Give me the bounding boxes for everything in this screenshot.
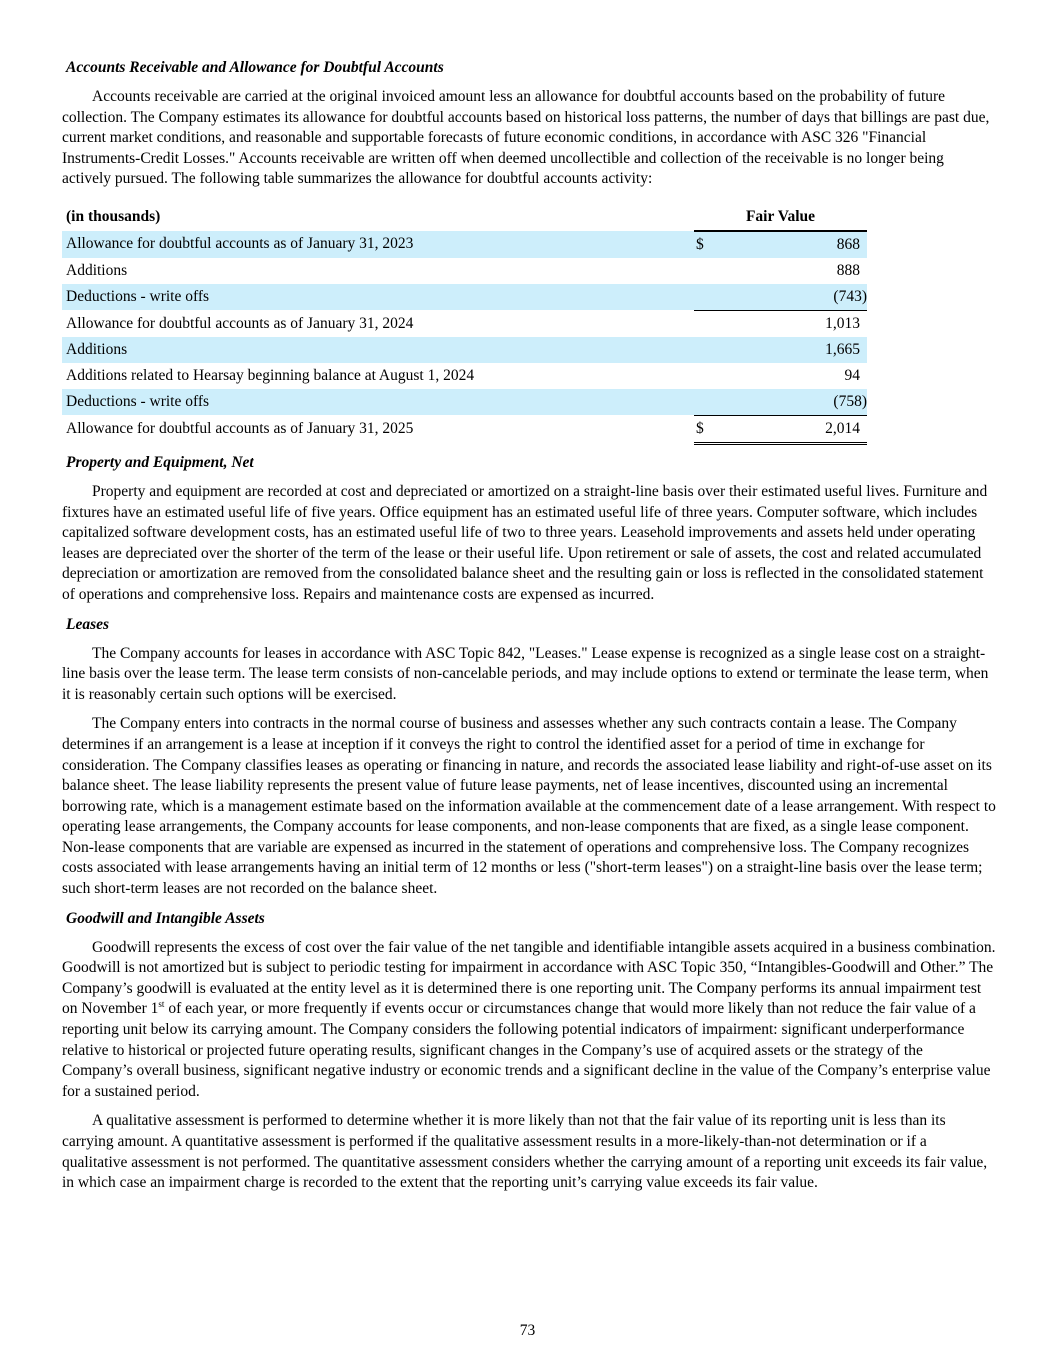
row-label: Additions	[62, 337, 644, 363]
row-currency	[694, 310, 710, 337]
ordinal-superscript: st	[158, 999, 165, 1010]
row-value: 2,014	[710, 415, 867, 443]
row-currency	[694, 284, 710, 311]
property-equipment-paragraph: Property and equipment are recorded at cost and depreciated or amortized on a straight-line basis over their estimated useful lives. Furniture and fixtures have an estimated useful life of five years. Office equipment has an estimated useful life of three years. Computer software, which includes capitalized software development costs, has an estimated useful life of two to three years. Leasehold improvements and assets held under operating leases are depreciated over the shorter of the term of the lease or their useful life. Upon retirement or sale of assets, the cost and related accumulated depreciation or amortization are removed from the consolidated balance sheet and the resulting gain or loss is reflected in the consolidated statement of operations and comprehensive loss. Repairs and maintenance costs are expensed as incurred.	[62, 482, 988, 603]
goodwill-paragraph-1: Goodwill represents the excess of cost over the fair value of the net tangible and identifiable intangible assets acquired in a business combination. Goodwill is not amortized but is subject to periodic testing for impairment in accordance with ASC Topic 350, “Intangibles-Goodwill and Other.” The Company’s goodwill is evaluated at the entity level as it is determined there is one reporting unit. The Company performs its annual impairment test on November 1st of each year, or more frequently if events occur or circumstances change that would more likely than not reduce the fair value of a reporting unit below its carrying amount. The Company considers the following potential indicators of impairment: significant underperformance relative to historical or projected future operating results, significant changes in the Company’s use of acquired assets or the strategy of the Company’s overall business, significant negative industry or economic trends and a significant decline in the value of the Company’s enterprise value for a sustained period.	[62, 938, 996, 1100]
row-value: 94	[844, 366, 860, 384]
allowance-table	[62, 204, 867, 445]
table-row	[62, 363, 867, 389]
row-label: Additions	[66, 261, 128, 279]
table-header-row	[62, 204, 867, 231]
row-currency	[694, 258, 710, 284]
row-currency	[694, 337, 710, 363]
document-page	[62, 58, 996, 1203]
row-value: (743)	[710, 284, 867, 311]
table-row	[62, 258, 867, 284]
row-currency: $	[694, 415, 710, 443]
row-value: 868	[710, 231, 867, 258]
row-value: 1,665	[710, 337, 867, 363]
accounts-receivable-paragraph: Accounts receivable are carried at the original invoiced amount less an allowance for doubtful accounts based on the probability of future collection. The Company estimates its allowance for doubtful accounts based on historical loss patterns, the number of days that billings are past due, current market conditions, and reasonable and supportable forecasts of future economic conditions, in accordance with ASC 326 "Financial Instruments-Credit Losses." Accounts receivable are written off when deemed uncollectible and collection of the receivable is no longer being actively pursued. The following table summarizes the allowance for doubtful accounts activity:	[62, 88, 990, 188]
table-row-total	[62, 415, 867, 443]
row-label: Allowance for doubtful accounts as of January 31, 2024	[66, 314, 414, 332]
row-currency: $	[694, 231, 710, 258]
page-number: 73	[519, 1322, 536, 1339]
section-heading-goodwill: Goodwill and Intangible Assets	[66, 909, 265, 927]
row-currency	[694, 363, 710, 389]
row-value: 888	[836, 261, 860, 279]
table-row	[62, 284, 867, 311]
table-row	[62, 310, 867, 337]
row-label: Allowance for doubtful accounts as of January 31, 2023	[62, 231, 644, 258]
table-row	[62, 337, 867, 363]
row-value: (758)	[710, 389, 867, 416]
row-label: Deductions - write offs	[62, 284, 644, 311]
table-header-fair-value: Fair Value	[694, 204, 867, 231]
leases-paragraph-1: The Company accounts for leases in accordance with ASC Topic 842, "Leases." Lease expense is recognized as a single lease cost on a straight-line basis over the lease term. The lease term consists of non-cancelable periods, and may include options to extend or terminate the lease term, when it is reasonably certain such options will be exercised.	[62, 644, 989, 703]
section-heading-leases: Leases	[66, 615, 110, 633]
row-currency	[694, 389, 710, 416]
section-heading-property-equipment: Property and Equipment, Net	[66, 453, 254, 471]
table-header-label: (in thousands)	[66, 208, 161, 226]
row-label: Deductions - write offs	[62, 389, 644, 416]
section-heading-accounts-receivable: Accounts Receivable and Allowance for Doubtful Accounts	[66, 59, 444, 76]
leases-paragraph-2: The Company enters into contracts in the normal course of business and assesses whether any such contracts contain a lease. The Company determines if an arrangement is a lease at inception if it conveys the right to control the identified asset for a period of time in exchange for consideration. The Company classifies leases as operating or financing in nature, and records the associated lease liability and right-of-use asset on its balance sheet. The lease liability represents the present value of future lease payments, net of lease incentives, discounted using an incremental borrowing rate, which is a management estimate based on the information available at the commencement date of a lease arrangement. With respect to operating lease arrangements, the Company accounts for lease components, and non-lease components that are fixed, as a single lease component. Non-lease components that are variable are expensed as incurred in the statement of operations and comprehensive loss. The Company recognizes costs associated with lease arrangements having an initial term of 12 months or less ("short-term leases") on a straight-line basis over the lease term; such short-term leases are not recorded on the balance sheet.	[62, 715, 996, 898]
row-label: Additions related to Hearsay beginning balance at August 1, 2024	[66, 366, 475, 384]
table-row	[62, 389, 867, 416]
row-value: 1,013	[825, 314, 860, 332]
row-label: Allowance for doubtful accounts as of January 31, 2025	[66, 420, 414, 438]
goodwill-paragraph-2: A qualitative assessment is performed to determine whether it is more likely than not that the fair value of its reporting unit is less than its carrying amount. A quantitative assessment is performed if the qualitative assessment results in a more-likely-than-not determination or if a qualitative assessment is not performed. The quantitative assessment considers whether the carrying amount of a reporting unit exceeds its fair value, in which case an impairment charge is recorded to the extent that the reporting unit’s carrying value exceeds its fair value.	[62, 1112, 988, 1192]
table-row	[62, 231, 867, 258]
